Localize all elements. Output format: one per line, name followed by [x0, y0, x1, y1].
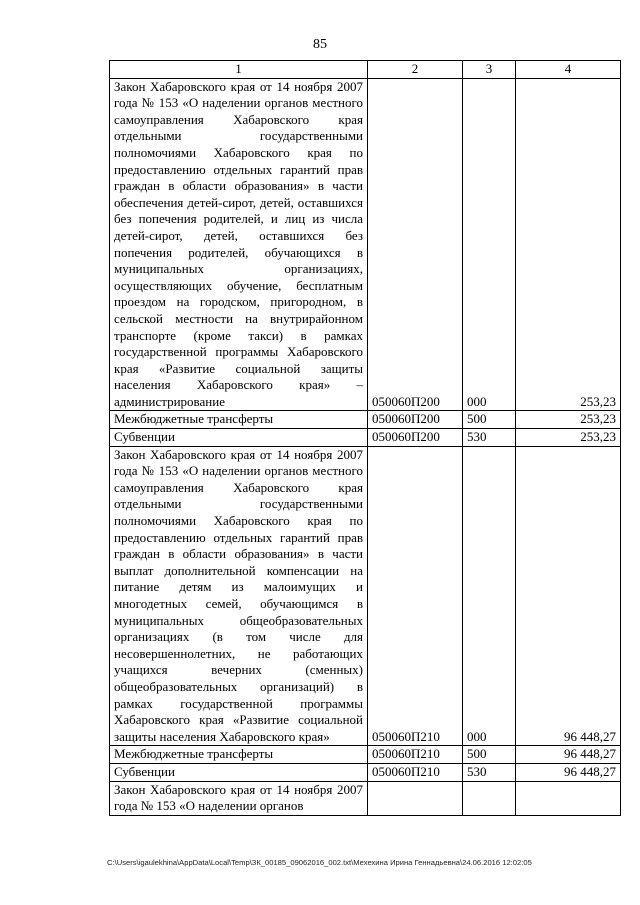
row-amount: 253,23 [516, 411, 621, 429]
row-description: Межбюджетные трансферты [110, 746, 368, 764]
row-description: Субвенции [110, 763, 368, 781]
table-row [110, 746, 621, 764]
row-type [463, 781, 516, 815]
page-number: 85 [313, 37, 327, 52]
row-amount [516, 781, 621, 815]
row-type: 500 [463, 411, 516, 429]
table-row [110, 446, 621, 746]
row-code [368, 781, 463, 815]
table-header-row [110, 61, 621, 79]
row-amount: 96 448,27 [516, 446, 621, 746]
header-col-1: 1 [110, 61, 368, 79]
header-col-4: 4 [516, 61, 621, 79]
row-code: 050060П200 [368, 411, 463, 429]
row-type: 530 [463, 763, 516, 781]
row-code: 050060П210 [368, 746, 463, 764]
row-type: 530 [463, 429, 516, 447]
row-description: Закон Хабаровского края от 14 ноября 2007 года № 153 «О наделении органов местного самоуправления Хабаровского края отдельными государственными полномочиями Хабаровского края по предоставлению отдельных гарантий прав граждан в области образования» в части обеспечения детей-сирот, детей, оставшихся без попечения родителей, и лиц из числа детей-сирот, детей, оставшихся без попечения родителей, обучающихся в муниципальных организациях, осуществляющих обучение, бесплатным проездом на городском, пригородном, в сельской местности на внутрирайонном транспорте (кроме такси) в рамках государственной программы Хабаровского края «Развитие социальной защиты населения Хабаровского края» – администрирование [110, 78, 368, 411]
row-type: 000 [463, 78, 516, 411]
row-amount: 253,23 [516, 78, 621, 411]
footer-file-path: C:\Users\igaulekhina\AppData\Local\Temp\ЗК_00185_09062016_002.txt\Мехехина Ирина Геннадьевна\24.06.2016 12:02:05 [107, 858, 532, 867]
row-description: Межбюджетные трансферты [110, 411, 368, 429]
row-description: Субвенции [110, 429, 368, 447]
header-col-2: 2 [368, 61, 463, 79]
table-row [110, 781, 621, 815]
row-code: 050060П210 [368, 446, 463, 746]
table-row [110, 411, 621, 429]
row-code: 050060П200 [368, 429, 463, 447]
header-col-3: 3 [463, 61, 516, 79]
row-type: 500 [463, 746, 516, 764]
row-description: Закон Хабаровского края от 14 ноября 2007 года № 153 «О наделении органов [110, 781, 368, 815]
row-amount: 96 448,27 [516, 746, 621, 764]
row-code: 050060П200 [368, 78, 463, 411]
row-type: 000 [463, 446, 516, 746]
row-amount: 253,23 [516, 429, 621, 447]
table-row [110, 78, 621, 411]
table-row [110, 763, 621, 781]
row-code: 050060П210 [368, 763, 463, 781]
row-description: Закон Хабаровского края от 14 ноября 2007 года № 153 «О наделении органов местного самоуправления Хабаровского края отдельными государственными полномочиями Хабаровского края по предоставлению отдельных гарантий прав граждан в области образования» в части выплат дополнительной компенсации на питание детям из малоимущих и многодетных семей, обучающимся в муниципальных общеобразовательных организациях (в том числе для несовершеннолетних, не работающих учащихся вечерних (сменных) общеобразовательных организаций) в рамках государственной программы Хабаровского края «Развитие социальной защиты населения Хабаровского края» [110, 446, 368, 746]
row-amount: 96 448,27 [516, 763, 621, 781]
budget-table [109, 60, 621, 816]
table-row [110, 429, 621, 447]
